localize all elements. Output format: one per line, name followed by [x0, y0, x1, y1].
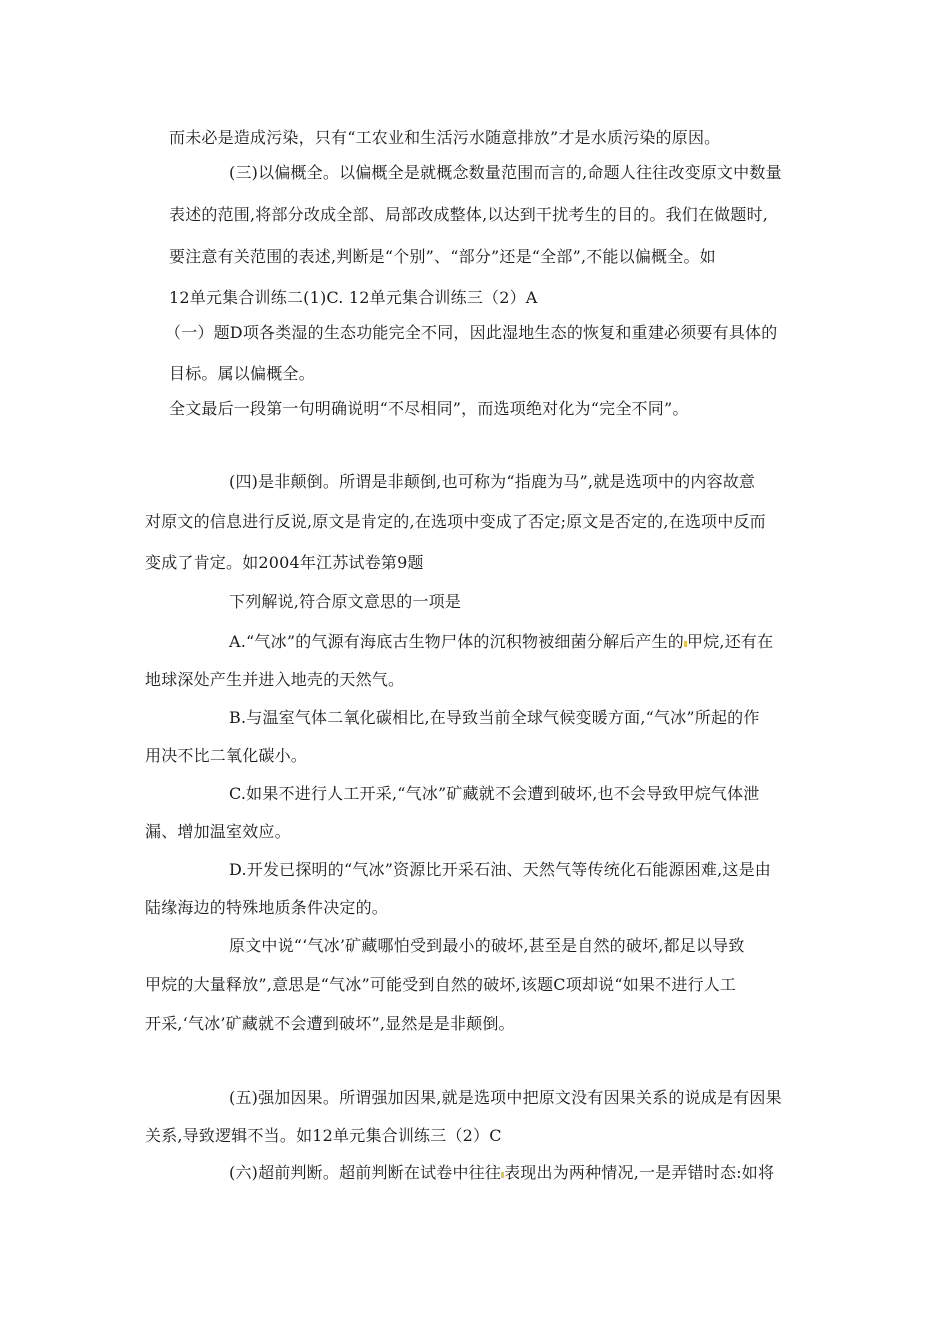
text-line: 下列解说,符合原文意思的一项是: [229, 592, 462, 611]
text-line: (三)以偏概全。以偏概全是就概念数量范围而言的,命题人往往改变原文中数量: [229, 163, 782, 182]
text-line: C.如果不进行人工开采,“气冰”矿藏就不会遭到破坏,也不会导致甲烷气体泄: [229, 784, 760, 803]
text-line: 表述的范围,将部分改成全部、局部改成整体,以达到干扰考生的目的。我们在做题时,: [169, 205, 769, 224]
text-segment: 甲烷,还有在: [687, 632, 774, 651]
text-line: 漏、增加温室效应。: [145, 822, 291, 841]
text-line: 变成了肯定。如2004年江苏试卷第9题: [145, 553, 424, 572]
text-line: [229, 632, 773, 652]
text-line: 甲烷的大量释放”,意思是“气冰”可能受到自然的破坏,该题C项却说“如果不进行人工: [145, 975, 737, 994]
text-line: 12单元集合训练二(1)C. 12单元集合训练三（2）A: [169, 288, 538, 307]
text-segment: 表现出为两种情况,一是弄错时态:如将: [504, 1163, 775, 1182]
text-line: 陆缘海边的特殊地质条件决定的。: [145, 898, 389, 917]
text-line: (五)强加因果。所谓强加因果,就是选项中把原文没有因果关系的说成是有因果: [229, 1088, 782, 1107]
text-line: 关系,导致逻辑不当。如12单元集合训练三（2）C: [145, 1126, 502, 1145]
text-line: [229, 1163, 774, 1183]
text-line: 全文最后一段第一句明确说明“不尽相同”，而选项绝对化为“完全不同”。: [169, 399, 689, 418]
text-segment: (六)超前判断。超前判断在试卷中往往: [229, 1163, 502, 1182]
text-segment: A.“气冰”的气源有海底古生物尸体的沉积物被细菌分解后产生的: [229, 632, 685, 651]
text-line: (四)是非颠倒。所谓是非颠倒,也可称为“指鹿为马”,就是选项中的内容故意: [229, 472, 756, 491]
text-line: 用决不比二氧化碳小。: [145, 746, 308, 765]
text-line: （一）题D项各类湿的生态功能完全不同，因此湿地生态的恢复和重建必须要有具体的: [165, 323, 778, 342]
text-line: 开采,‘气冰’矿藏就不会遭到破坏”,显然是是非颠倒。: [145, 1014, 515, 1033]
text-line: 要注意有关范围的表述,判断是“个别”、“部分”还是“全部”,不能以偏概全。如: [169, 247, 716, 266]
text-line: D.开发已探明的“气冰”资源比开采石油、天然气等传统化石能源困难,这是由: [229, 860, 771, 879]
text-line: 目标。属以偏概全。: [169, 364, 315, 383]
text-line: 原文中说“‘气冰’矿藏哪怕受到最小的破坏,甚至是自然的破坏,都足以导致: [229, 936, 745, 955]
text-line: 地球深处产生并进入地壳的天然气。: [145, 670, 405, 689]
text-line: B.与温室气体二氧化碳相比,在导致当前全球气候变暖方面,“气冰”所起的作: [229, 708, 760, 727]
text-line: 对原文的信息进行反说,原文是肯定的,在选项中变成了否定;原文是否定的,在选项中反而: [145, 512, 766, 531]
text-line: 而未必是造成污染，只有“工农业和生活污水随意排放”才是水质污染的原因。: [169, 128, 721, 147]
